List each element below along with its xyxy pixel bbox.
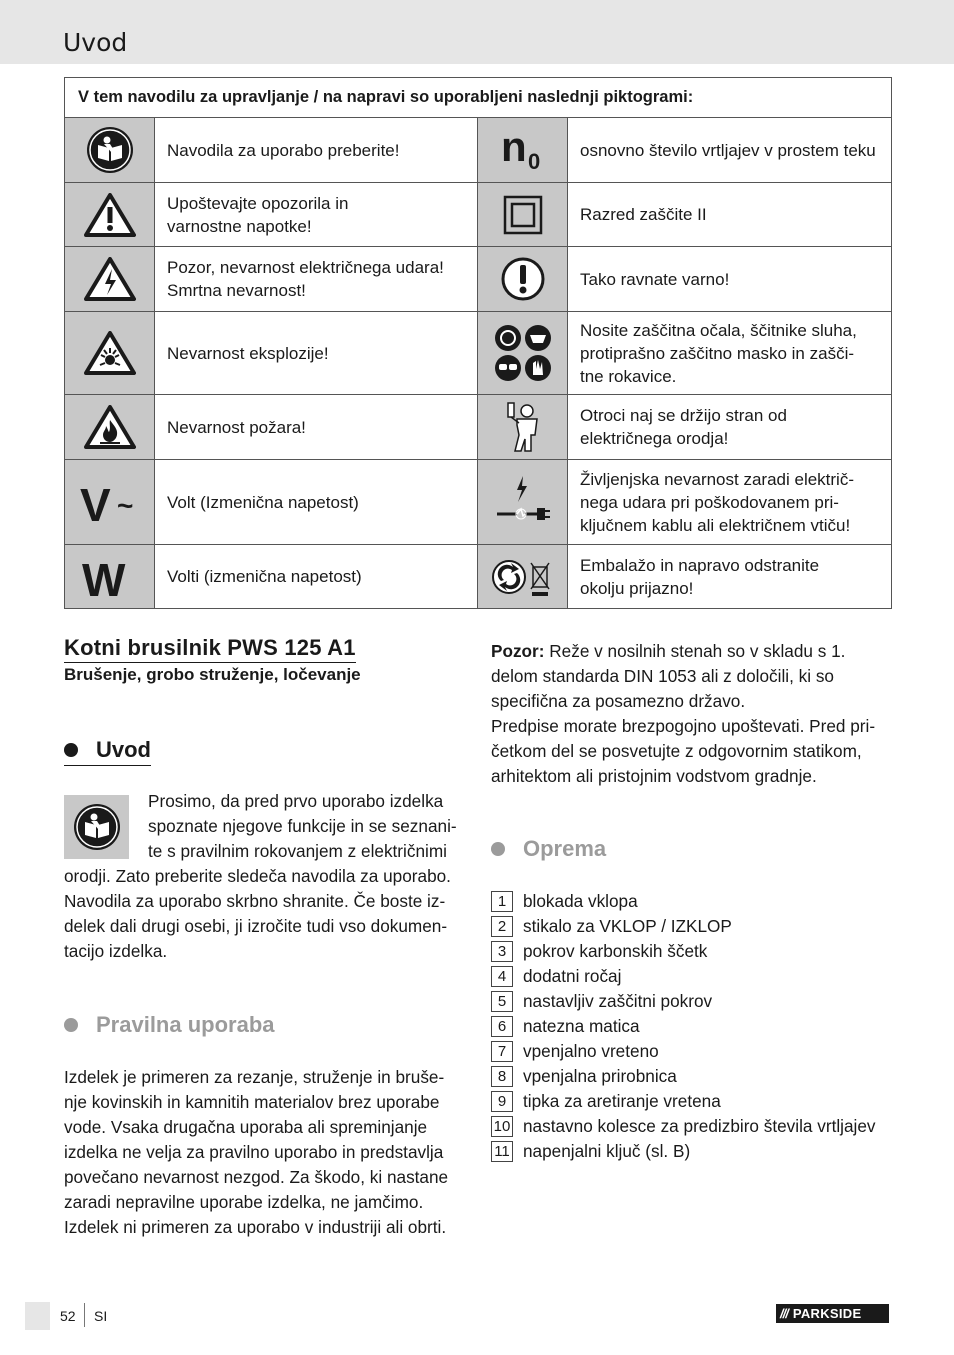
pictogram-text: Tako ravnate varno! [580, 269, 730, 289]
item-number: 4 [491, 966, 513, 987]
pictogram-table [64, 77, 892, 609]
ac-tilde: ~ [116, 490, 133, 521]
paragraph-line: Predpise morate brezpogojno upoštevati. Pred pri- [491, 716, 876, 736]
section-heading-pravilna-uporaba [64, 1012, 275, 1038]
damaged-cable-icon [478, 460, 568, 545]
paragraph-line: izdelka ne velja za pravilno uporabo in predstavlja [64, 1142, 444, 1162]
paragraph-line: nje kovinskih in kamnitih materialov brez uporabe [64, 1092, 440, 1112]
brand-slashes: /// [780, 1306, 788, 1321]
bullet-icon [64, 1018, 78, 1032]
bullet-icon [64, 743, 78, 757]
pictogram-text: Razred zaščite II [580, 205, 707, 224]
pozor-label: Pozor: [491, 641, 545, 661]
keep-children-away-icon [478, 395, 568, 460]
item-number: 2 [491, 916, 513, 937]
n0-letter: n [500, 125, 527, 170]
list-item [491, 964, 876, 989]
paragraph-line: četkom del se posvetujte z odgovornim statikom, [491, 741, 862, 761]
pictogram-text: Embalažo in napravo odstranite [580, 555, 820, 575]
pictogram-text: protiprašno zaščitno masko in zašči- [580, 343, 855, 363]
explosion-hazard-icon [65, 312, 155, 395]
pictogram-text: varnostne napotke! [167, 216, 312, 236]
pictogram-text: električnega orodja! [580, 429, 729, 448]
pictogram-row [65, 312, 892, 395]
item-label: dodatni ročaj [523, 966, 622, 986]
brand-logo [776, 1304, 889, 1323]
bullet-icon [491, 842, 505, 856]
product-title: Kotni brusilnik PWS 125 A1 [64, 635, 356, 663]
paragraph-line: vode. Vsaka drugačna uporaba ali spreminjanje [64, 1117, 428, 1137]
warning-triangle-icon [65, 183, 155, 247]
item-label: blokada vklopa [523, 891, 638, 911]
item-label: pokrov karbonskih ščetk [523, 941, 708, 961]
pictogram-text: Pozor, nevarnost električnega udara! [167, 258, 444, 277]
item-number: 10 [491, 1116, 513, 1137]
pictogram-text: Navodila za uporabo preberite! [167, 140, 400, 160]
pozor-first-line: Reže v nosilnih stenah so v skladu s 1. [549, 641, 846, 661]
product-subtitle: Brušenje, grobo struženje, ločevanje [64, 665, 361, 684]
item-number: 5 [491, 991, 513, 1012]
paragraph-line [491, 639, 875, 664]
pictogram-text: Nevarnost požara! [167, 417, 306, 437]
list-item [491, 914, 876, 939]
act-safely-icon [478, 247, 568, 312]
fire-hazard-icon [65, 395, 155, 460]
pictogram-text: tne rokavice. [580, 366, 677, 386]
volt-letter: V [79, 479, 111, 527]
pictogram-text: Nevarnost eksplozije! [167, 343, 329, 363]
pictogram-text: ključnem kablu ali električnem vtiču! [580, 515, 851, 535]
protection-class-ii-icon [478, 183, 568, 247]
pictogram-table-heading: V tem navodilu za upravljanje / na napravi so uporabljeni naslednji piktogrami: [65, 78, 892, 118]
paragraph-line: tacijo izdelka. [64, 941, 168, 961]
item-number: 8 [491, 1066, 513, 1087]
section-heading-label: Pravilna uporaba [96, 1012, 275, 1037]
language-code: SI [94, 1308, 108, 1324]
pictogram-text: Volti (izmenična napetost) [167, 567, 362, 586]
paragraph-line: Prosimo, da pred prvo uporabo izdelka [148, 791, 444, 811]
item-number: 3 [491, 941, 513, 962]
item-number: 11 [491, 1141, 513, 1162]
paragraph-line: te s pravilnim rokovanjem z električnimi [148, 841, 447, 861]
item-label: vpenjalno vreteno [523, 1041, 659, 1061]
footer-divider [84, 1303, 85, 1327]
pictogram-text: osnovno število vrtljajev v prostem teku [580, 140, 876, 160]
paragraph-line: Izdelek ni primeren za uporabo v industriji ali obrti. [64, 1217, 447, 1237]
recycling-disposal-icon [478, 545, 568, 609]
page-number: 52 [60, 1308, 76, 1324]
electric-hazard-icon [65, 247, 155, 312]
pictogram-row [65, 460, 892, 545]
protective-gear-icon [478, 312, 568, 395]
paragraph-line: Izdelek je primeren za rezanje, struženje in bruše- [64, 1067, 445, 1087]
list-item [491, 1014, 876, 1039]
pictogram-text: okolju prijazno! [580, 578, 694, 598]
paragraph-line: zaradi nepravilne uporabe izdelka, ne jamčimo. [64, 1192, 424, 1212]
list-item [491, 1039, 876, 1064]
pictogram-text: Smrtna nevarnost! [167, 281, 306, 300]
pravilna-uporaba-paragraph [64, 1065, 448, 1240]
paragraph-line: specifična za posamezno državo. [491, 691, 746, 711]
paragraph-line: arhitektom ali pristojnim vodstvom gradnje. [491, 766, 817, 786]
item-label: nastavno kolesce za predizbiro števila vrtljajev [523, 1116, 876, 1136]
n0-symbol-icon [478, 118, 568, 183]
list-item [491, 939, 876, 964]
pictogram-row [65, 545, 892, 609]
pozor-paragraph [491, 639, 875, 789]
equipment-list [491, 889, 876, 1164]
n0-subscript: 0 [527, 149, 540, 174]
page-title: Uvod [63, 28, 128, 57]
pictogram-row [65, 247, 892, 312]
watt-letter: W [81, 553, 125, 602]
pictogram-text: Otroci naj se držijo stran od [580, 406, 787, 425]
uvod-paragraph-bottom [64, 864, 451, 964]
item-number: 1 [491, 891, 513, 912]
item-number: 7 [491, 1041, 513, 1062]
list-item [491, 989, 876, 1014]
pictogram-text: Volt (Izmenična napetost) [167, 492, 359, 512]
section-heading-label: Oprema [523, 836, 607, 861]
pictogram-text: Življenjska nevarnost zaradi električ- [580, 469, 854, 489]
list-item [491, 1064, 876, 1089]
pictogram-row [65, 395, 892, 460]
paragraph-line: orodji. Zato preberite sledeča navodila za uporabo. [64, 866, 451, 886]
paragraph-line: delom standarda DIN 1053 ali z določili, ki so [491, 666, 834, 686]
paragraph-line: Navodila za uporabo skrbno shranite. Če boste iz- [64, 891, 446, 911]
item-number: 9 [491, 1091, 513, 1112]
paragraph-line: povečano nevarnost nezgod. Za škodo, ki nastane [64, 1167, 449, 1187]
brand-name: PARKSIDE [792, 1306, 862, 1321]
uvod-paragraph-top [148, 789, 457, 864]
item-label: vpenjalna prirobnica [523, 1066, 677, 1086]
item-label: natezna matica [523, 1016, 640, 1036]
read-manual-icon [65, 118, 155, 183]
list-item [491, 1114, 876, 1139]
header-band [0, 0, 954, 64]
item-label: napenjalni ključ (sl. B) [523, 1141, 691, 1161]
item-label: stikalo za VKLOP / IZKLOP [523, 916, 732, 936]
section-heading-label: Uvod [96, 737, 151, 762]
pictogram-row [65, 118, 892, 183]
pictogram-row [65, 183, 892, 247]
paragraph-line: spoznate njegove funkcije in se seznani- [148, 816, 457, 836]
list-item [491, 1139, 876, 1164]
watt-icon [65, 545, 155, 609]
item-label: nastavljiv zaščitni pokrov [523, 991, 713, 1011]
pictogram-text: Nosite zaščitna očala, ščitnike sluha, [580, 320, 857, 340]
section-heading-uvod [64, 737, 151, 766]
pictogram-text: Upoštevajte opozorila in [167, 193, 349, 213]
pictogram-text: nega udara pri poškodovanem pri- [580, 492, 839, 512]
footer-marker [25, 1302, 50, 1330]
list-item [491, 1089, 876, 1114]
volt-ac-icon [65, 460, 155, 545]
list-item [491, 889, 876, 914]
read-manual-icon [64, 795, 129, 859]
item-label: tipka za aretiranje vretena [523, 1091, 721, 1111]
item-number: 6 [491, 1016, 513, 1037]
paragraph-line: delek dali drugi osebi, ji izročite tudi vso dokumen- [64, 916, 448, 936]
section-heading-oprema [491, 836, 606, 862]
